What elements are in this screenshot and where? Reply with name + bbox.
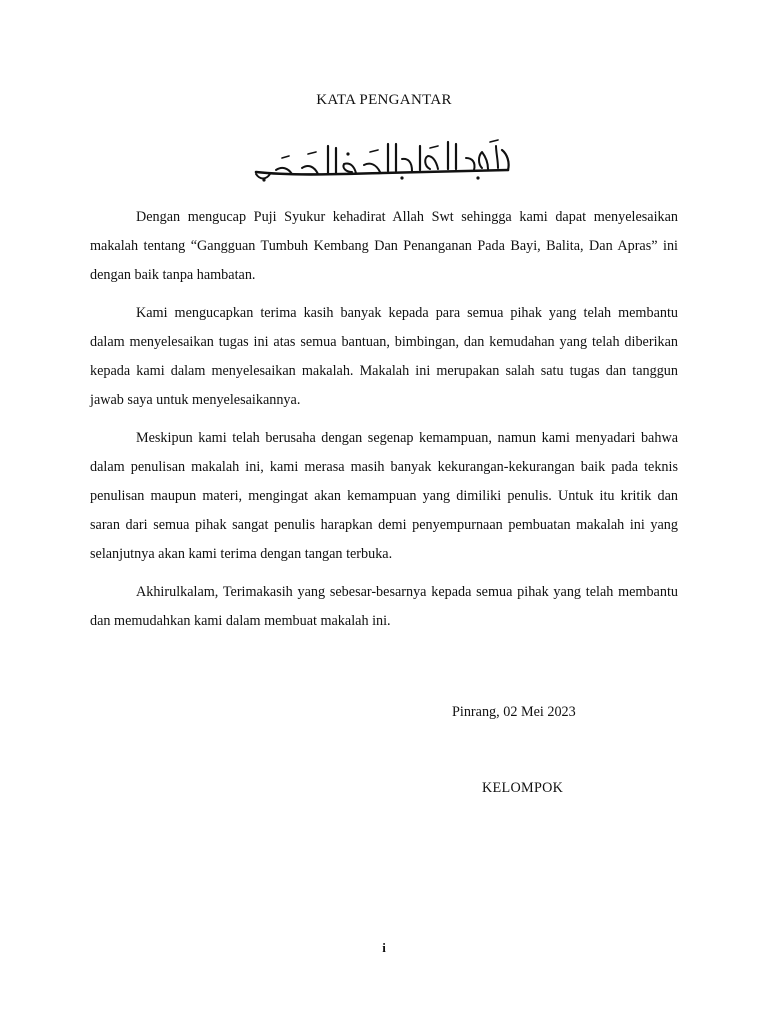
paragraph-2: Kami mengucapkan terima kasih banyak kepada para semua pihak yang telah membantu dalam menyelesaikan tugas ini atas semua bantuan, bimbingan, dan kemudahan yang telah diberikan kepada kami dalam menyelesaikan makalah. Makalah ini merupakan salah satu tugas dan tanggun jawab saya untuk menyelesaikannya. bbox=[90, 305, 678, 408]
paragraph-4: Akhirulkalam, Terimakasih yang sebesar-besarnya kepada semua pihak yang telah membantu dan memudahkan kami dalam membuat makalah ini. bbox=[90, 584, 678, 629]
paragraph-1: Dengan mengucap Puji Syukur kehadirat Allah Swt sehingga kami dapat menyelesaikan makalah tentang “Gangguan Tumbuh Kembang Dan Penanganan Pada Bayi, Balita, Dan Apras” ini dengan baik tanpa hambatan. bbox=[90, 209, 678, 283]
basmala-calligraphy bbox=[252, 138, 514, 182]
page-title: KATA PENGANTAR bbox=[316, 92, 452, 108]
paragraph-3: Meskipun kami telah berusaha dengan segenap kemampuan, namun kami menyadari bahwa dalam penulisan makalah ini, kami merasa masih banyak kekurangan-kekurangan baik pada teknis penulisan maupun materi, mengingat akan kemampuan yang dimiliki penulis. Untuk itu kritik dan saran dari semua pihak sangat penulis harapkan demi penyempurnaan pembuatan makalah ini yang selanjutnya akan kami terima dengan tangan terbuka. bbox=[90, 430, 678, 562]
place-date: Pinrang, 02 Mei 2023 bbox=[452, 704, 576, 720]
foreword-body bbox=[90, 203, 678, 645]
signature-group: KELOMPOK bbox=[482, 780, 564, 796]
page-number: i bbox=[382, 940, 386, 955]
